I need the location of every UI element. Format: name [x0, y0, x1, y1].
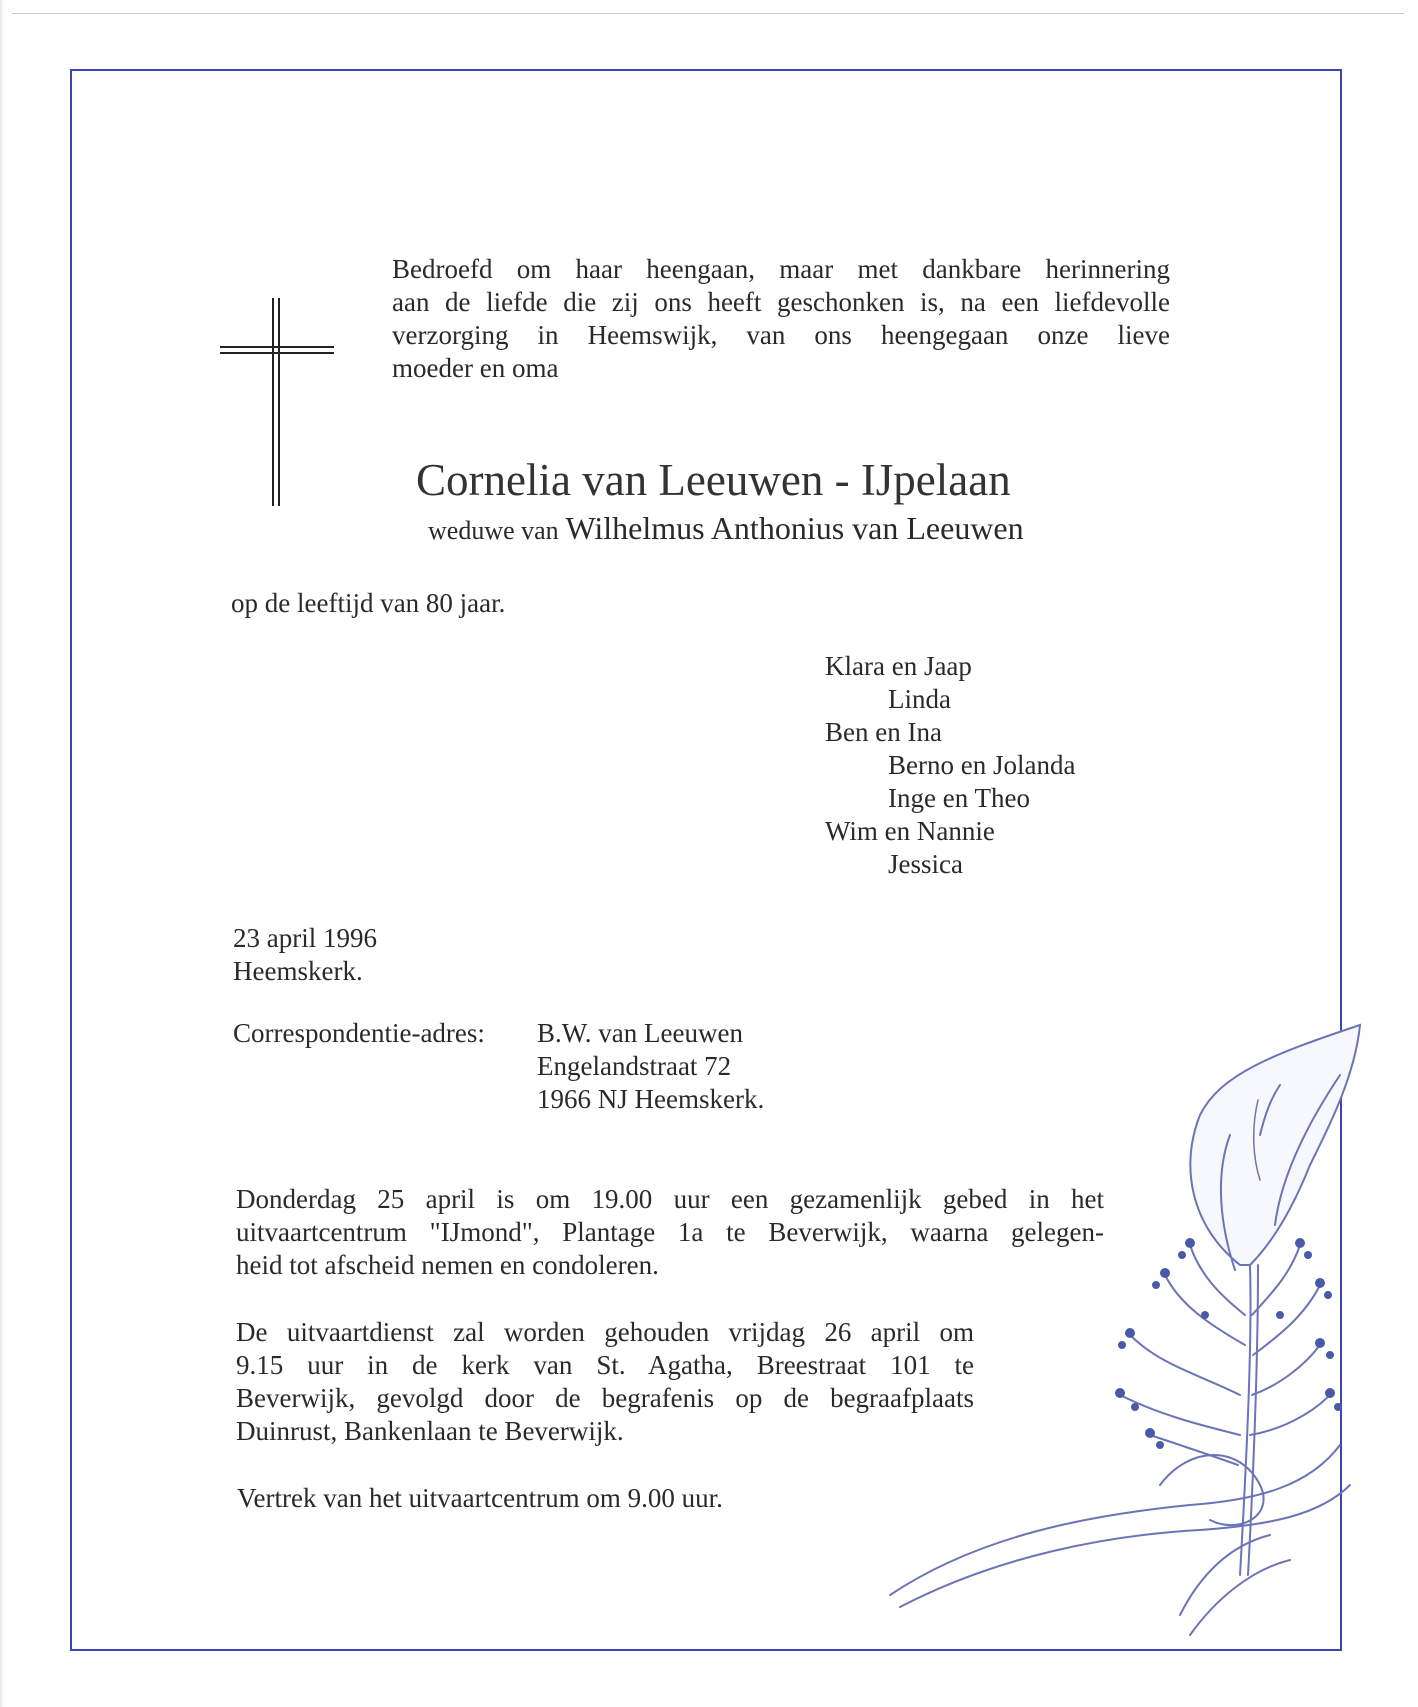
place-line: Heemskerk.: [233, 956, 363, 986]
family-member: Linda: [888, 684, 951, 714]
deceased-name: Cornelia van Leeuwen - IJpelaan: [416, 455, 1011, 505]
family-member: Ben en Ina: [825, 717, 942, 747]
correspondence-address: [537, 1017, 764, 1116]
family-member: Inge en Theo: [888, 783, 1030, 813]
correspondence-label: Correspondentie-adres:: [233, 1018, 485, 1048]
spouse-name: Wilhelmus Anthonius van Leeuwen: [565, 510, 1024, 546]
service-line: 9.15 uur in de kerk van St. Agatha, Breestraat 101 te: [236, 1350, 974, 1380]
date-line: 23 april 1996: [233, 923, 377, 953]
age-line: op de leeftijd van 80 jaar.: [231, 588, 506, 618]
service-line: De uitvaartdienst zal worden gehouden vrijdag 26 april om: [236, 1317, 974, 1347]
date-place: [233, 922, 377, 988]
family-list: [825, 650, 1075, 881]
service-line: Duinrust, Bankenlaan te Beverwijk.: [236, 1416, 624, 1446]
widow-prefix: weduwe van: [428, 516, 559, 545]
family-member: Jessica: [888, 849, 963, 879]
intro-line: aan de liefde die zij ons heeft geschonken is, na een liefdevolle: [392, 287, 1170, 317]
cross-icon: [220, 298, 334, 506]
intro-paragraph: [392, 253, 1170, 385]
prayer-line: Donderdag 25 april is om 19.00 uur een gezamenlijk gebed in het: [236, 1184, 1104, 1214]
page-edge-shadow: [0, 0, 4, 1707]
departure-line: Vertrek van het uitvaartcentrum om 9.00 uur.: [237, 1483, 723, 1513]
intro-line: moeder en oma: [392, 353, 559, 383]
address-line: Engelandstraat 72: [537, 1051, 732, 1081]
top-fold-line: [12, 13, 1404, 14]
family-member: Klara en Jaap: [825, 651, 972, 681]
calla-lily-illustration: [860, 1015, 1380, 1675]
address-line: B.W. van Leeuwen: [537, 1018, 743, 1048]
prayer-line: uitvaartcentrum "IJmond", Plantage 1a te Beverwijk, waarna gelegen-: [236, 1217, 1104, 1247]
intro-line: Bedroefd om haar heengaan, maar met dankbare herinnering: [392, 254, 1170, 284]
family-member: Berno en Jolanda: [888, 750, 1076, 780]
family-member: Wim en Nannie: [825, 816, 995, 846]
prayer-line: heid tot afscheid nemen en condoleren.: [236, 1250, 659, 1280]
widow-line: [428, 512, 1024, 547]
intro-line: verzorging in Heemswijk, van ons heengegaan onze lieve: [392, 320, 1170, 350]
service-line: Beverwijk, gevolgd door de begrafenis op de begraafplaats: [236, 1383, 974, 1413]
address-line: 1966 NJ Heemskerk.: [537, 1084, 765, 1114]
